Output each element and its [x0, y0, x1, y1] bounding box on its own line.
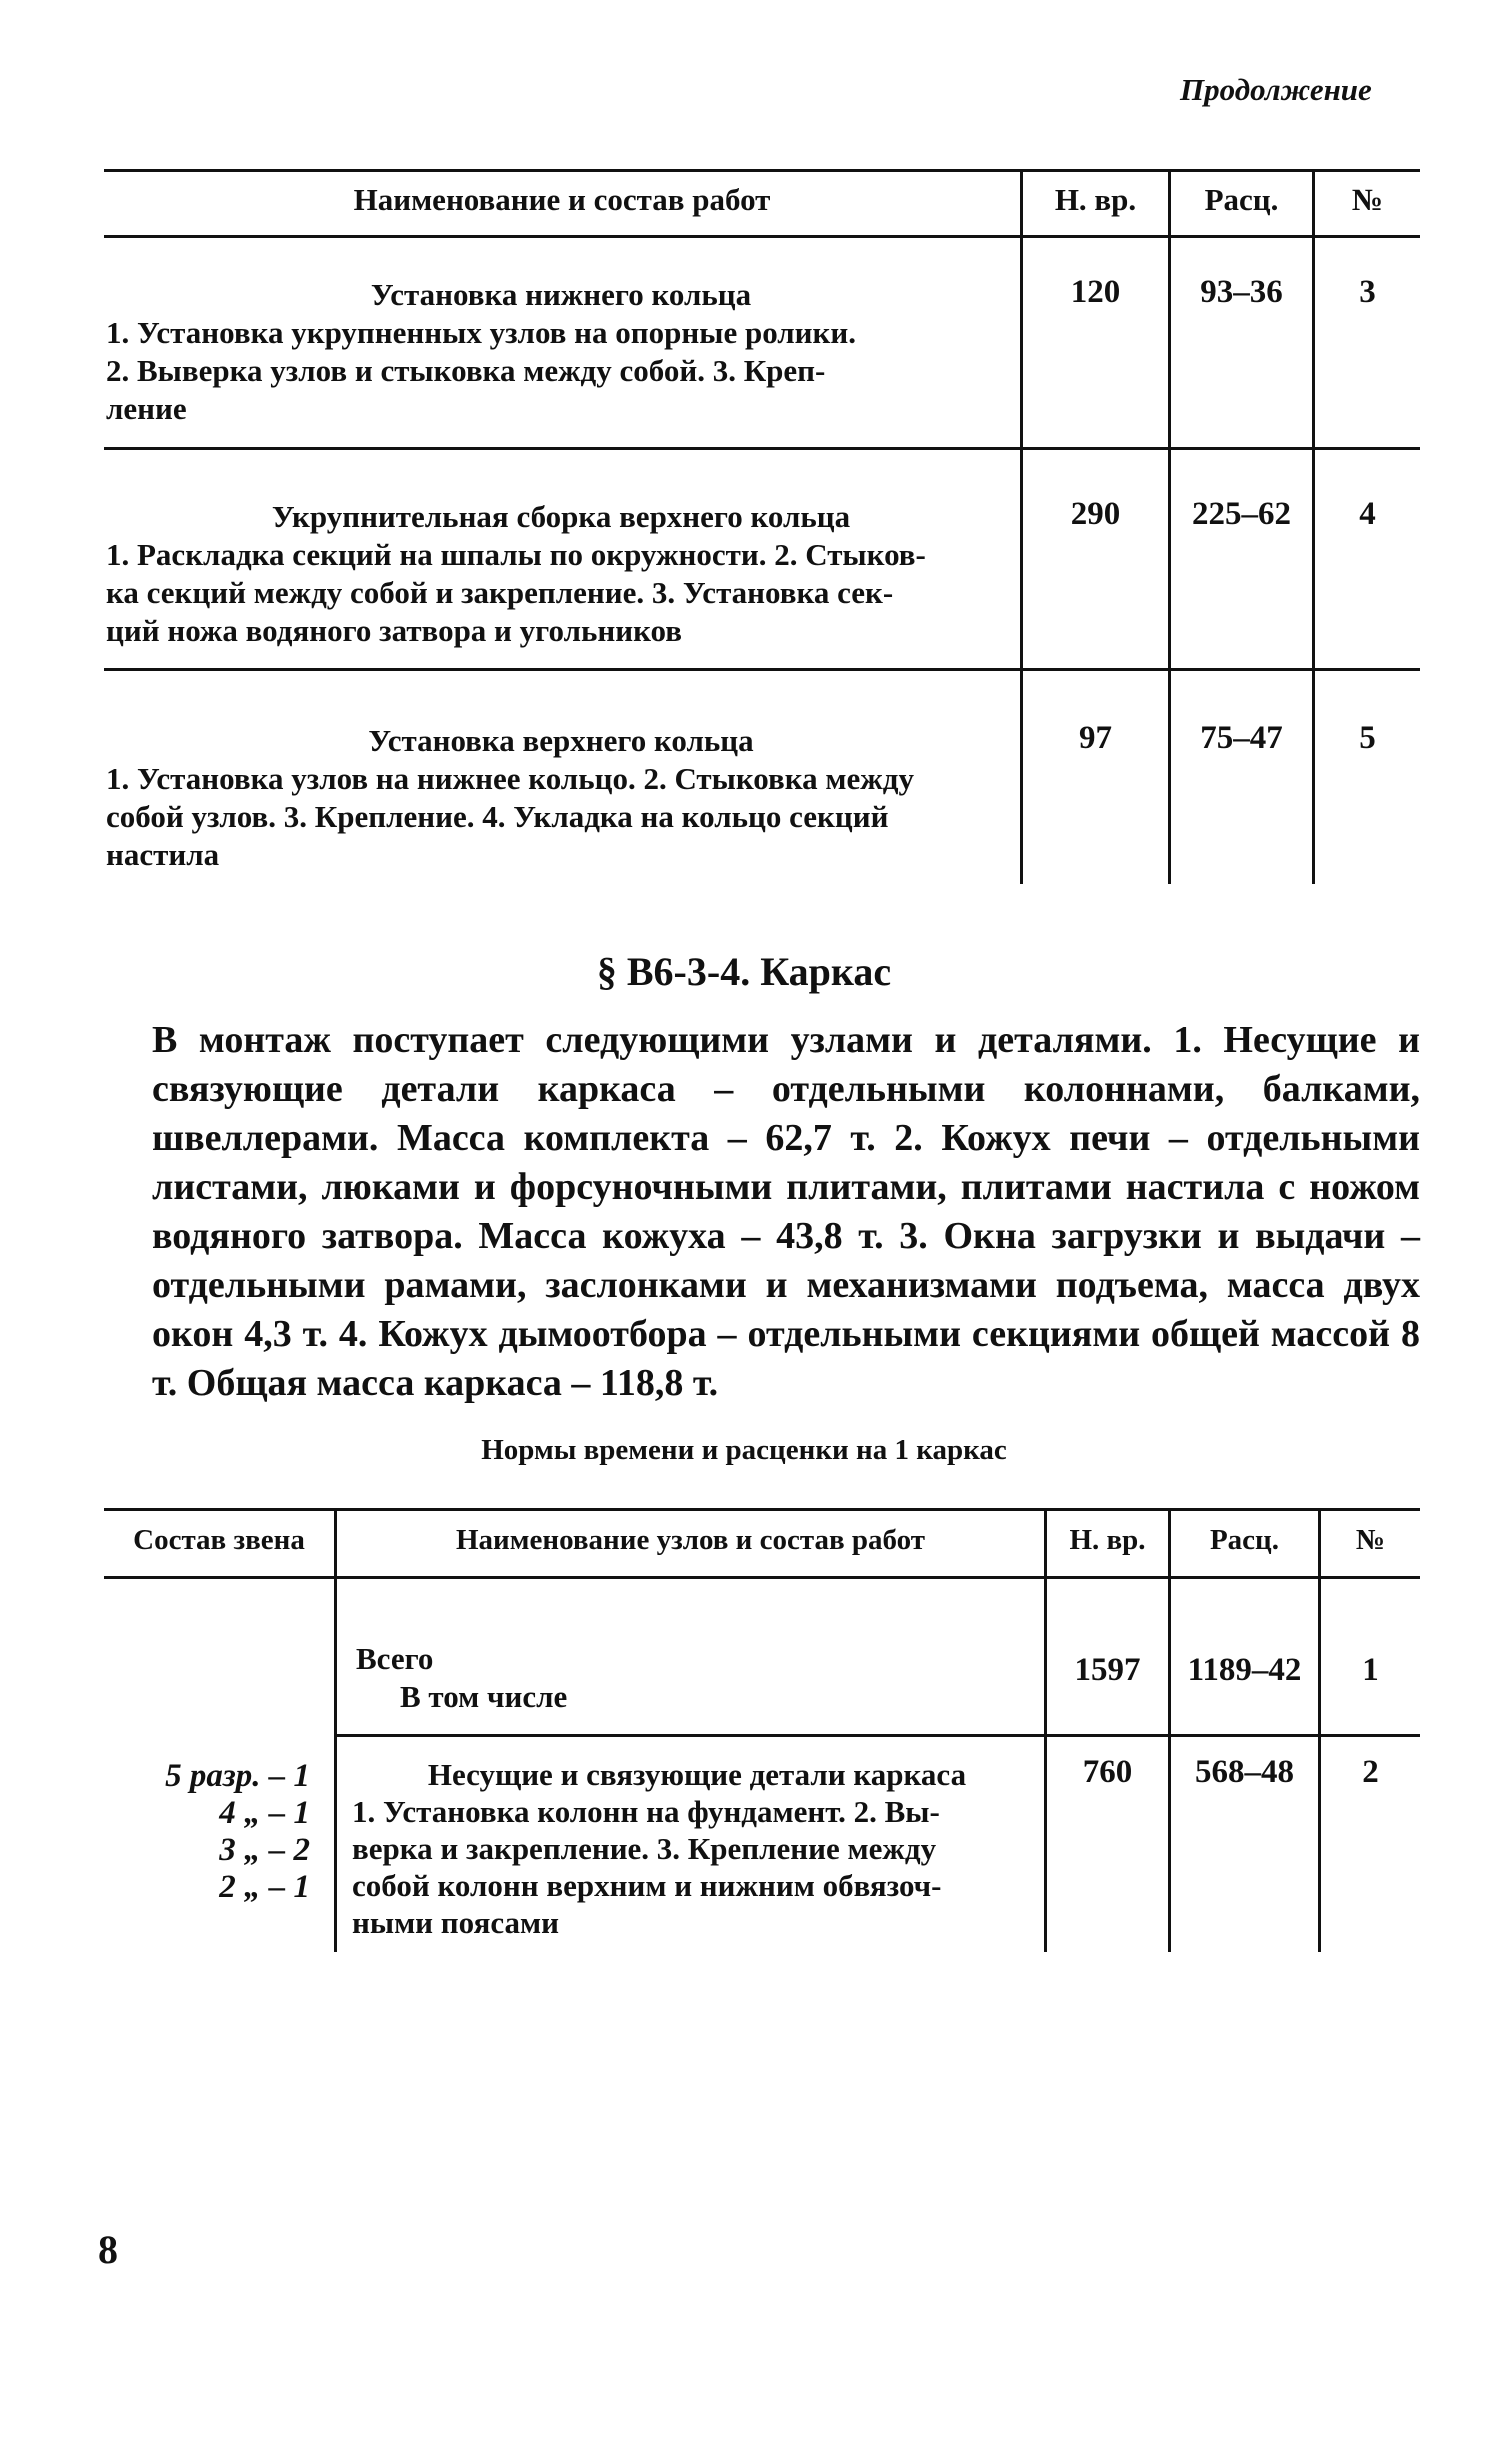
row-no: 3 — [1359, 274, 1376, 310]
row-rasc: 93–36 — [1200, 274, 1283, 310]
row-rasc: 225–62 — [1192, 496, 1291, 532]
table-1-row-rule — [104, 668, 1420, 671]
row-nvr: 1597 — [1074, 1652, 1141, 1688]
row-nvr: 97 — [1079, 720, 1112, 756]
table-1-header-nvr: Н. вр. — [1054, 182, 1137, 217]
table-2-row-rule — [336, 1734, 1420, 1737]
row-subtitle: В том числе — [400, 1679, 568, 1714]
crew-list — [130, 1758, 330, 1906]
table-row — [356, 1640, 1036, 1716]
table-row — [106, 276, 1016, 428]
continuation-label: Продолжение — [1180, 72, 1372, 107]
table-2-header-nvr: Н. вр. — [1069, 1524, 1146, 1556]
row-nvr: 760 — [1082, 1754, 1133, 1790]
row-line: 2. Выверка узлов и стыковка между собой. 3. Креп- — [106, 353, 826, 388]
row-line: ление — [106, 391, 187, 426]
row-no: 5 — [1359, 720, 1376, 756]
row-no: 2 — [1362, 1754, 1379, 1790]
table-1-header-rasc: Расц. — [1204, 182, 1279, 217]
row-title: Несущие и связующие детали каркаса — [427, 1757, 967, 1792]
body-paragraph: В монтаж поступает следующими узлами и деталями. 1. Несущие и связующие детали каркаса – отдельными колоннами, балками, швеллерами. Масса комплекта – 62,7 т. 2. Кожух печи – отдельными листами, люками и форсуночными плитами, плитами настила с ножом водяного затвора. Масса кожуха – 43,8 т. 3. Окна загрузки и выдачи – отдельными рамами, заслонками и механизмами подъема, масса двух окон 4,3 т. 4. Кожух дымоотбора – отдельными секциями общей массой 8 т. Общая масса каркаса – 118,8 т. — [152, 1019, 1420, 1404]
row-line: 1. Установка колонн на фундамент. 2. Вы- — [352, 1794, 940, 1829]
row-title: Установка нижнего кольца — [370, 277, 752, 312]
table-1-top-rule — [104, 169, 1420, 172]
row-line: собой узлов. 3. Крепление. 4. Укладка на кольцо секций — [106, 799, 889, 834]
crew-line: 4 „ – 1 — [219, 1795, 310, 1831]
table-1-header-no: № — [1351, 182, 1384, 217]
row-line: ций ножа водяного затвора и угольников — [106, 613, 682, 648]
section-title: § В6-3-4. Каркас — [596, 949, 892, 994]
row-no: 4 — [1359, 496, 1376, 532]
row-title: Укрупнительная сборка верхнего кольца — [271, 499, 851, 534]
table-1-header-rule — [104, 235, 1420, 238]
table-1-row-rule — [104, 447, 1420, 450]
table-1-header-name: Наименование и состав работ — [353, 182, 771, 217]
row-rasc: 568–48 — [1195, 1754, 1294, 1790]
row-line: 1. Раскладка секций на шпалы по окружности. 2. Стыков- — [106, 537, 926, 572]
row-title: Всего — [356, 1641, 434, 1676]
crew-line: 2 „ – 1 — [219, 1869, 310, 1905]
crew-line: 5 разр. – 1 — [165, 1758, 310, 1794]
row-nvr: 290 — [1070, 496, 1121, 532]
row-line: ка секций между собой и закрепление. 3. Установка сек- — [106, 575, 894, 610]
row-line: ными поясами — [352, 1905, 559, 1940]
table-2-header-rasc: Расц. — [1209, 1524, 1280, 1556]
table-2-col-rule — [1318, 1508, 1321, 1952]
row-line: 1. Установка укрупненных узлов на опорные ролики. — [106, 315, 857, 350]
table-2-col-rule — [1168, 1508, 1171, 1952]
row-rasc: 1189–42 — [1187, 1652, 1302, 1688]
row-line: верка и закрепление. 3. Крепление между — [352, 1831, 937, 1866]
table-2-header-no: № — [1355, 1524, 1386, 1556]
row-no: 1 — [1362, 1652, 1379, 1688]
row-line: настила — [106, 837, 220, 872]
table-2-header-name: Наименование узлов и состав работ — [455, 1524, 925, 1556]
table-2-col-rule — [334, 1508, 337, 1952]
row-line: собой колонн верхним и нижним обвязоч- — [352, 1868, 942, 1903]
table-2-col-rule — [1044, 1508, 1047, 1952]
row-line: 1. Установка узлов на нижнее кольцо. 2. Стыковка между — [106, 761, 914, 796]
row-nvr: 120 — [1070, 274, 1121, 310]
table-2-top-rule — [104, 1508, 1420, 1511]
table-row — [352, 1756, 1042, 1941]
row-rasc: 75–47 — [1200, 720, 1283, 756]
table-2-header-rule — [104, 1576, 1420, 1579]
page-number: 8 — [98, 2227, 118, 2272]
table-2-caption: Нормы времени и расценки на 1 каркас — [481, 1434, 1007, 1466]
crew-line: 3 „ – 2 — [219, 1832, 310, 1868]
row-title: Установка верхнего кольца — [368, 723, 754, 758]
table-row — [106, 498, 1016, 650]
table-2-header-crew: Состав звена — [133, 1524, 305, 1556]
table-row — [106, 722, 1016, 874]
